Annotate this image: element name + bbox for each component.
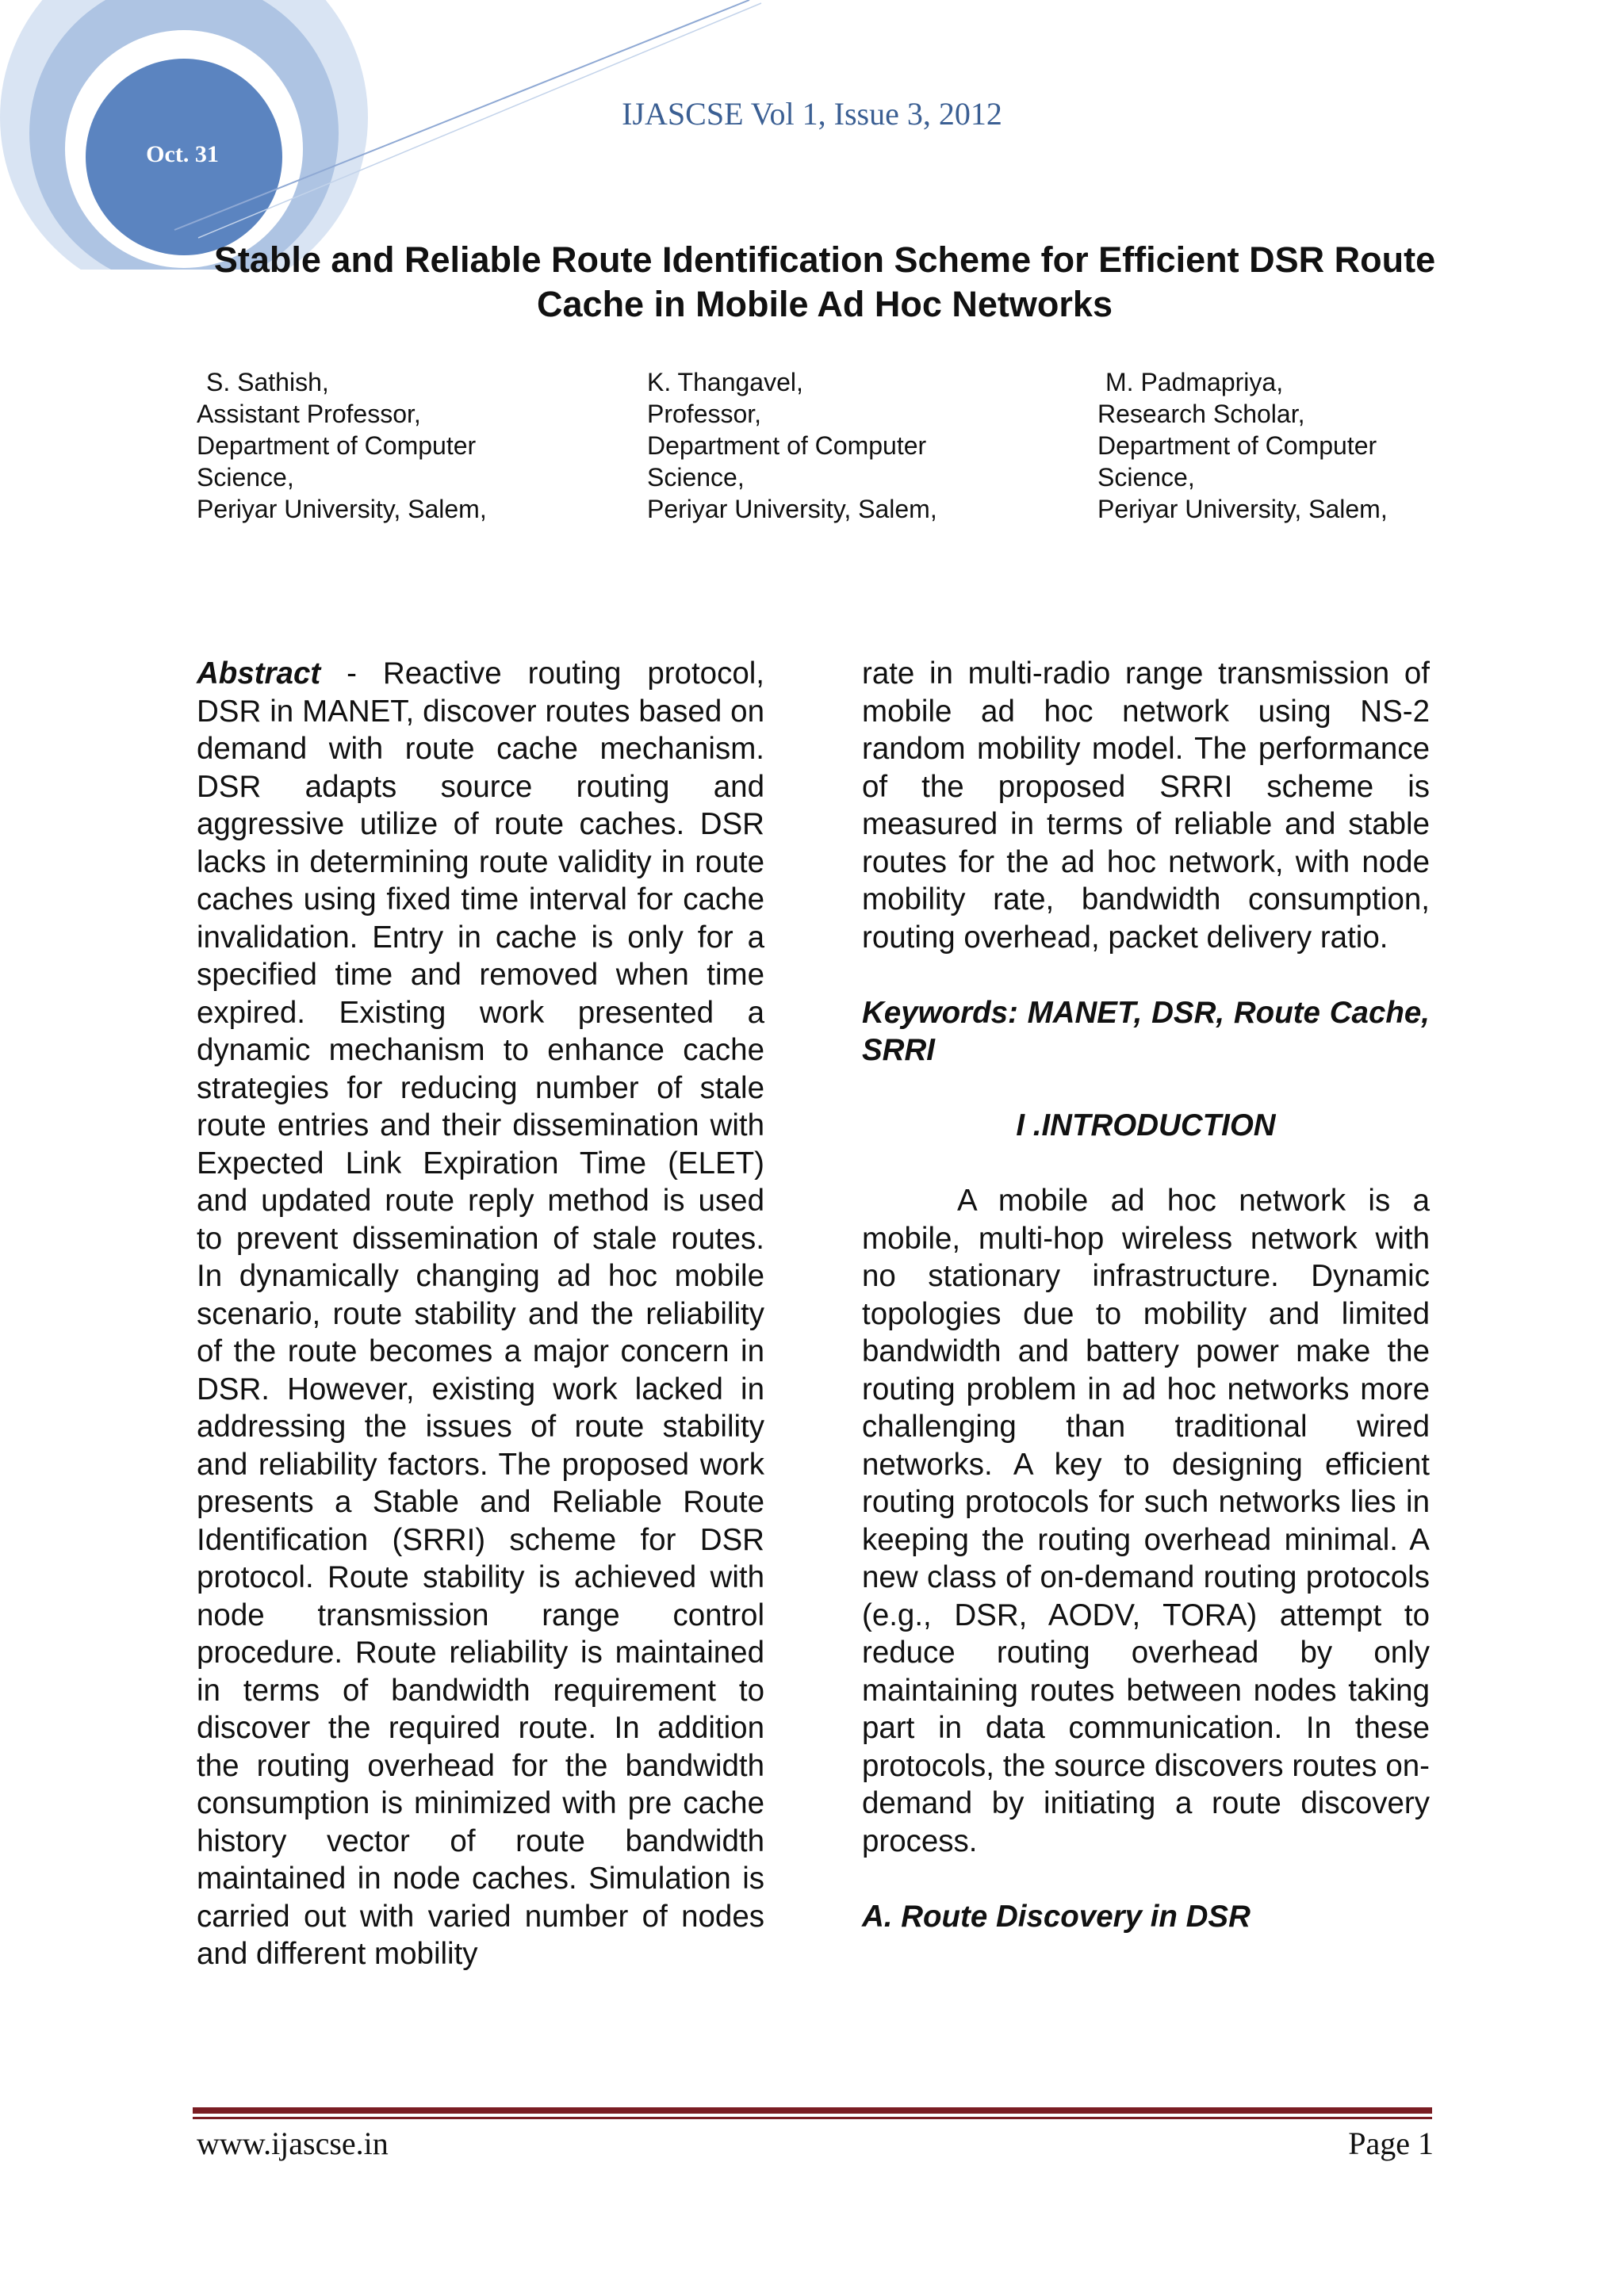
author-2 xyxy=(647,366,1059,525)
author-affiliation: Periyar University, Salem, xyxy=(1097,495,1388,523)
abstract-continuation: rate in multi-radio range transmission of mobile ad hoc network using NS-2 random mobility model. The performance of the proposed SRRI scheme is measured in terms of reliable and stable routes for the ad hoc network, with node mobility rate, bandwidth consumption, routing overhead, packet delivery ratio. xyxy=(862,656,1430,955)
author-role: Professor, xyxy=(647,400,762,428)
introduction-heading: I .INTRODUCTION xyxy=(1016,1108,1276,1142)
keywords: Keywords: MANET, DSR, Route Cache, SRRI xyxy=(862,995,1430,1067)
journal-header: IJASCSE Vol 1, Issue 3, 2012 xyxy=(622,96,1002,132)
author-role: Assistant Professor, xyxy=(197,400,421,428)
author-name: K. Thangavel, xyxy=(647,368,803,396)
author-department: Department of Computer xyxy=(197,431,477,460)
left-column xyxy=(197,655,764,1973)
footer-website: www.ijascse.in xyxy=(197,2126,389,2161)
author-3 xyxy=(1097,366,1510,525)
introduction-text: A mobile ad hoc network is a mobile, multi-hop wireless network with no stationary infrastructure. Dynamic topologies due to mobility and limited bandwidth and battery power make the routing problem in ad hoc networks more challenging than traditional wired networks. A key to designing efficient routing protocols for such networks lies in keeping the routing overhead minimal. A new class of on-demand routing protocols (e.g., DSR, AODV, TORA) attempt to reduce routing overhead by only maintaining routes between nodes taking part in data communication. In these protocols, the source discovers routes on-demand by initiating a route discovery process. xyxy=(862,1184,1430,1858)
author-department: Department of Computer xyxy=(647,431,927,460)
author-affiliation: Periyar University, Salem, xyxy=(647,495,937,523)
date-badge: Oct. 31 xyxy=(146,141,219,167)
footer-page-number: Page 1 xyxy=(1348,2126,1434,2161)
footer-rule-thick xyxy=(193,2107,1432,2114)
right-column xyxy=(862,655,1430,1935)
author-name: S. Sathish, xyxy=(206,368,329,396)
subsection-heading: A. Route Discovery in DSR xyxy=(862,1899,1251,1934)
author-department-cont: Science, xyxy=(647,463,745,492)
abstract-text: - Reactive routing protocol, DSR in MANET, discover routes based on demand with route cache mechanism. DSR adapts source routing and aggressive utilize of route caches. DSR lacks in determining route validity in route caches using fixed time interval for cache invalidation. Entry in cache is only for a specified time and removed when time expired. Existing work presented a dynamic mechanism to enhance cache strategies for reducing number of stale route entries and their dissemination with Expected Link Expiration Time (ELET) and updated route reply method is used to prevent dissemination of stale routes. In dynamically changing ad hoc mobile scenario, route stability and the reliability of the route becomes a major concern in DSR. However, existing work lacked in addressing the issues of route stability and reliability factors. The proposed work presents a Stable and Reliable Route Identification (SRRI) scheme for DSR protocol. Route stability is achieved with node transmission range control procedure. Route reliability is maintained in terms of bandwidth requirement to discover the required route. In addition the routing overhead for the bandwidth consumption is minimized with pre cache history vector of route bandwidth maintained in node caches. Simulation is carried out with varied number of nodes and different mobility xyxy=(197,656,764,1971)
paper-title: Stable and Reliable Route Identification Scheme for Efficient DSR Route Cache in Mobile Ad Hoc Networks xyxy=(213,239,1436,324)
author-department-cont: Science, xyxy=(1097,463,1195,492)
author-name: M. Padmapriya, xyxy=(1105,368,1284,396)
author-affiliation: Periyar University, Salem, xyxy=(197,495,487,523)
author-department-cont: Science, xyxy=(197,463,294,492)
footer-rule-thin xyxy=(193,2117,1432,2119)
author-1 xyxy=(197,366,609,525)
abstract-label: Abstract xyxy=(197,656,321,691)
author-role: Research Scholar, xyxy=(1097,400,1305,428)
abstract-paragraph xyxy=(197,655,764,1973)
header-decoration xyxy=(0,0,793,270)
author-department: Department of Computer xyxy=(1097,431,1377,460)
